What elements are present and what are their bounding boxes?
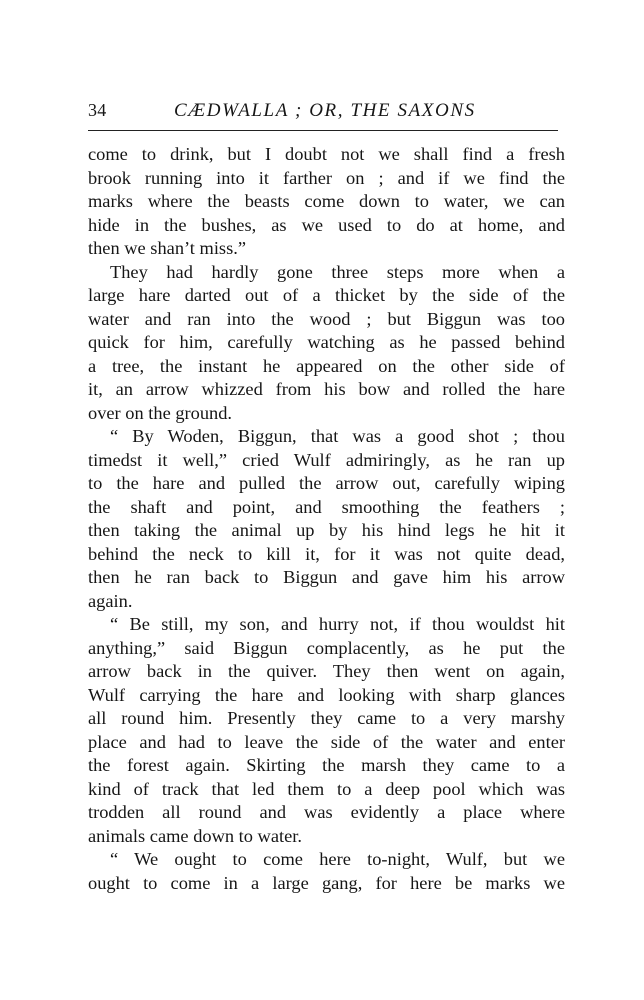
running-title: CÆDWALLA ; OR, THE SAXONS: [174, 100, 476, 121]
text-line: then taking the animal up by his hind legs he hit it: [88, 520, 565, 540]
header-rule: [88, 130, 558, 131]
text-line: place and had to leave the side of the water and enter: [88, 731, 565, 752]
text-line: “ We ought to come here to-night, Wulf, but we: [110, 849, 565, 869]
text-line: hide in the bushes, as we used to do at home, and: [88, 214, 565, 235]
text-line: behind the neck to kill it, for it was not quite dead,: [88, 543, 565, 564]
text-line: arrow back in the quiver. They then went on again,: [88, 661, 565, 681]
text-line: again.: [88, 590, 133, 611]
text-line: They had hardly gone three steps more when a: [110, 261, 565, 282]
page-number: 34: [88, 100, 107, 120]
text-line: brook running into it farther on ; and if we find the: [88, 167, 565, 188]
text-line: the forest again. Skirting the marsh they came to a: [88, 755, 565, 775]
text-line: Wulf carrying the hare and looking with sharp glances: [88, 684, 565, 705]
body-text: [88, 143, 565, 895]
text-line: anything,” said Biggun complacently, as he put the: [88, 637, 565, 658]
text-line: water and ran into the wood ; but Biggun was too: [88, 308, 565, 329]
text-line: “ Be still, my son, and hurry not, if thou wouldst hit: [110, 614, 565, 634]
text-line: it, an arrow whizzed from his bow and rolled the hare: [88, 379, 565, 399]
text-line: kind of track that led them to a deep pool which was: [88, 778, 565, 799]
text-line: then he ran back to Biggun and gave him his arrow: [88, 567, 565, 587]
text-line: large hare darted out of a thicket by the side of the: [88, 285, 565, 305]
text-line: come to drink, but I doubt not we shall find a fresh: [88, 144, 565, 164]
text-line: all round him. Presently they came to a very marshy: [88, 708, 565, 728]
text-line: the shaft and point, and smoothing the feathers ;: [88, 496, 565, 517]
page-header: [88, 100, 558, 126]
text-line: then we shan’t miss.”: [88, 238, 246, 258]
text-line: ought to come in a large gang, for here be marks we: [88, 872, 565, 893]
text-line: “ By Woden, Biggun, that was a good shot ; thou: [110, 426, 565, 446]
text-line: marks where the beasts come down to water, we can: [88, 191, 565, 211]
text-line: a tree, the instant he appeared on the other side of: [88, 355, 565, 376]
text-line: timedst it well,” cried Wulf admiringly, as he ran up: [88, 449, 565, 470]
text-line: animals came down to water.: [88, 825, 302, 846]
text-line: to the hare and pulled the arrow out, carefully wiping: [88, 473, 565, 493]
text-line: trodden all round and was evidently a place where: [88, 802, 565, 822]
text-line: quick for him, carefully watching as he passed behind: [88, 332, 565, 352]
text-line: over on the ground.: [88, 402, 233, 423]
